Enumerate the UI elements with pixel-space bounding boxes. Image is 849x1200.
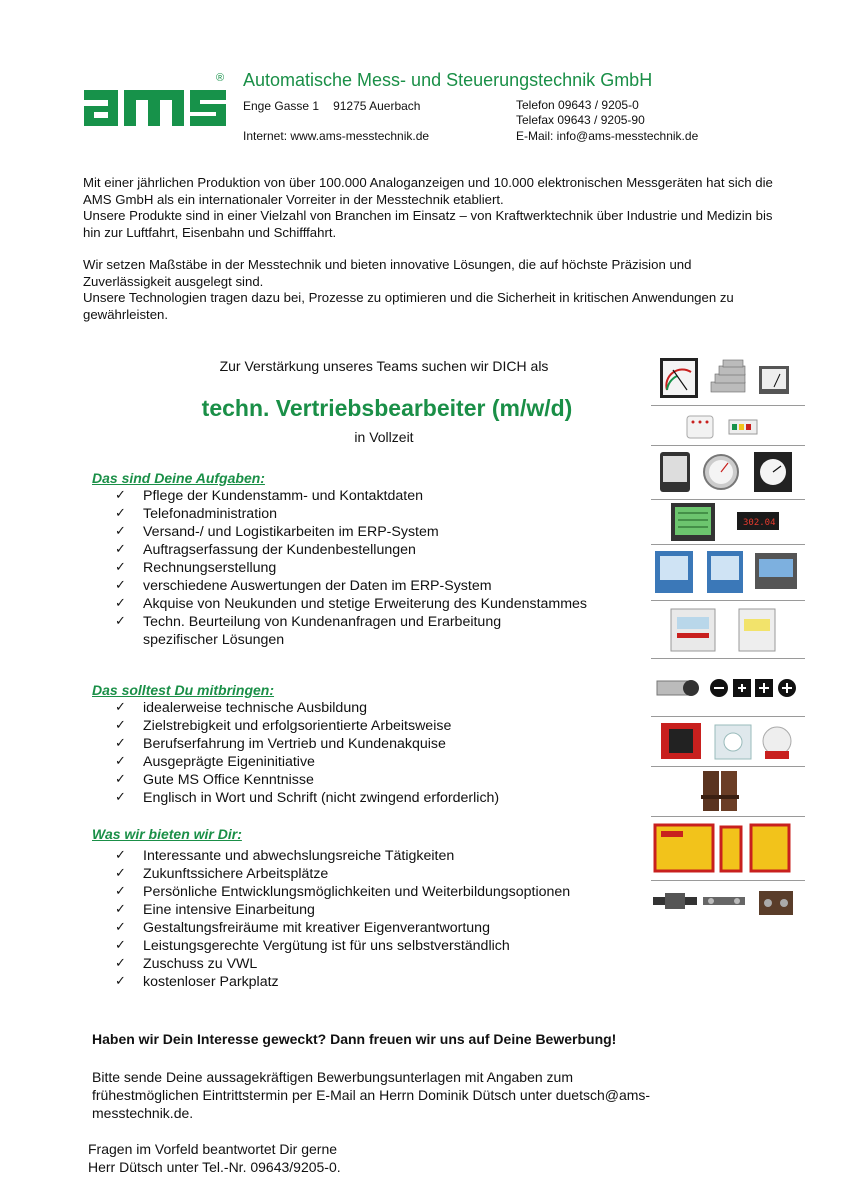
tasks-heading: Das sind Deine Aufgaben: — [92, 470, 265, 486]
list-item: ✓ Versand-/ und Logistikarbeiten im ERP-System — [115, 523, 675, 541]
rotary-switch-icon — [651, 659, 805, 717]
list-item: ✓ Telefonadministration — [115, 505, 675, 523]
shunt-icon — [651, 767, 805, 817]
terminal-block-icon — [651, 881, 805, 929]
product-row-round-meters — [651, 446, 805, 500]
list-item: ✓ Berufserfahrung im Vertrieb und Kundenakquise — [115, 735, 675, 753]
network-analyzer-icon — [651, 545, 805, 601]
contact-questions: Fragen im Vorfeld beantwortet Dir gerne Herr Dütsch unter Tel.-Nr. 09643/9205-0. — [88, 1141, 341, 1175]
product-row-shunts — [651, 767, 805, 817]
list-item: ✓ Eine intensive Einarbeitung — [115, 901, 675, 919]
indicator-icon — [651, 406, 805, 446]
requirements-list — [115, 699, 675, 807]
list-item: ✓ Gestaltungsfreiräume mit kreativer Eigenverantwortung — [115, 919, 675, 937]
product-row-signal-indicators — [651, 406, 805, 446]
list-item: ✓ kostenloser Parkplatz — [115, 973, 675, 991]
list-item: ✓ Ausgeprägte Eigeninitiative — [115, 753, 675, 771]
interest-callout: Haben wir Dein Interesse geweckt? Dann freuen wir uns auf Deine Bewerbung! — [92, 1031, 617, 1047]
tasks-list — [115, 487, 675, 649]
address — [243, 99, 420, 113]
list-item: ✓ Gute MS Office Kenntnisse — [115, 771, 675, 789]
product-row-rotary-switches — [651, 659, 805, 717]
relay-icon — [651, 817, 805, 881]
list-item: ✓ Rechnungserstellung — [115, 559, 675, 577]
digital-meter-icon — [651, 500, 805, 545]
logo-text: ams — [80, 76, 82, 77]
offer-list — [115, 847, 675, 991]
phone: Telefon 09643 / 9205-0 — [516, 98, 639, 112]
product-gallery — [651, 352, 805, 929]
ams-logo — [80, 76, 230, 128]
list-item: ✓ Auftragserfassung der Kundenbestellungen — [115, 541, 675, 559]
fax: Telefax 09643 / 9205-90 — [516, 113, 645, 127]
job-title: techn. Vertriebsbearbeiter (m/w/d) — [201, 395, 573, 421]
registered-mark: ® — [216, 72, 225, 84]
city: 91275 Auerbach — [333, 99, 421, 113]
product-row-relays — [651, 817, 805, 881]
list-item: ✓ Zuschuss zu VWL — [115, 955, 675, 973]
intro-paragraph-2: Wir setzen Maßstäbe in der Messtechnik und bieten innovative Lösungen, die auf höchste Präzision und Zuverlässigkeit ausgelegt sind. Unsere Technologien tragen dazu bei, Prozesse zu optimieren und die Sicherheit in kritischen Anwendungen zu gewährleisten. — [83, 257, 734, 322]
list-item: ✓ Englisch in Wort und Schrift (nicht zwingend erforderlich) — [115, 789, 675, 807]
intro-paragraph-1: Mit einer jährlichen Produktion von über 100.000 Analoganzeigen und 10.000 elektronischen Messgeräten hat sich die AMS GmbH als ein internationaler Vorreiter in der Messtechnik etabliert. Unsere Produkte sind in einer Vielzahl von Branchen im Einsatz – von Kraftwerktechnik über Industrie und Medizin bis hin zur Luftfahrt, Eisenbahn und Schifffahrt. — [83, 175, 773, 240]
requirements-heading: Das solltest Du mitbringen: — [92, 682, 275, 698]
application-instructions: Bitte sende Deine aussagekräftigen Bewerbungsunterlagen mit Angaben zum frühestmöglichen Eintrittstermin per E-Mail an Herrn Dominik Dütsch unter duetsch@ams-messtechnik.de. — [92, 1069, 651, 1121]
list-item: ✓ Leistungsgerechte Vergütung ist für uns selbstverständlich — [115, 937, 675, 955]
product-row-analog-meters — [651, 352, 805, 406]
list-item: ✓ Techn. Beurteilung von Kundenanfragen und Erarbeitung spezifischer Lösungen — [115, 613, 675, 649]
product-row-network-analyzers — [651, 545, 805, 601]
list-item: ✓ Pflege der Kundenstamm- und Kontaktdaten — [115, 487, 675, 505]
website[interactable]: Internet: www.ams-messtechnik.de — [243, 129, 430, 143]
product-row-current-transformers — [651, 717, 805, 767]
analog-meter-icon — [651, 352, 805, 406]
job-type: in Vollzeit — [354, 429, 414, 445]
display-readout: 302.04 — [743, 518, 776, 528]
list-item: ✓ Zielstrebigkeit und erfolgsorientierte Arbeitsweise — [115, 717, 675, 735]
list-item: ✓ Persönliche Entwicklungsmöglichkeiten und Weiterbildungsoptionen — [115, 883, 675, 901]
list-item: ✓ verschiedene Auswertungen der Daten im ERP-System — [115, 577, 675, 595]
round-meter-icon — [651, 446, 805, 500]
list-item: ✓ Zukunftssichere Arbeitsplätze — [115, 865, 675, 883]
job-lead: Zur Verstärkung unseres Teams suchen wir DICH als — [219, 358, 549, 374]
product-row-terminal-blocks — [651, 881, 805, 929]
offer-heading: Was wir bieten wir Dir: — [92, 826, 242, 842]
list-item: ✓ Interessante und abwechslungsreiche Tätigkeiten — [115, 847, 675, 865]
company-name: Automatische Mess- und Steuerungstechnik GmbH — [243, 70, 653, 90]
din-module-icon — [651, 601, 805, 659]
list-item: ✓ Akquise von Neukunden und stetige Erweiterung des Kundenstammes — [115, 595, 675, 613]
product-row-digital-meters — [651, 500, 805, 545]
product-row-din-modules — [651, 601, 805, 659]
email[interactable]: E-Mail: info@ams-messtechnik.de — [516, 129, 699, 143]
current-transformer-icon — [651, 717, 805, 767]
list-item: ✓ idealerweise technische Ausbildung — [115, 699, 675, 717]
street: Enge Gasse 1 — [243, 99, 320, 113]
